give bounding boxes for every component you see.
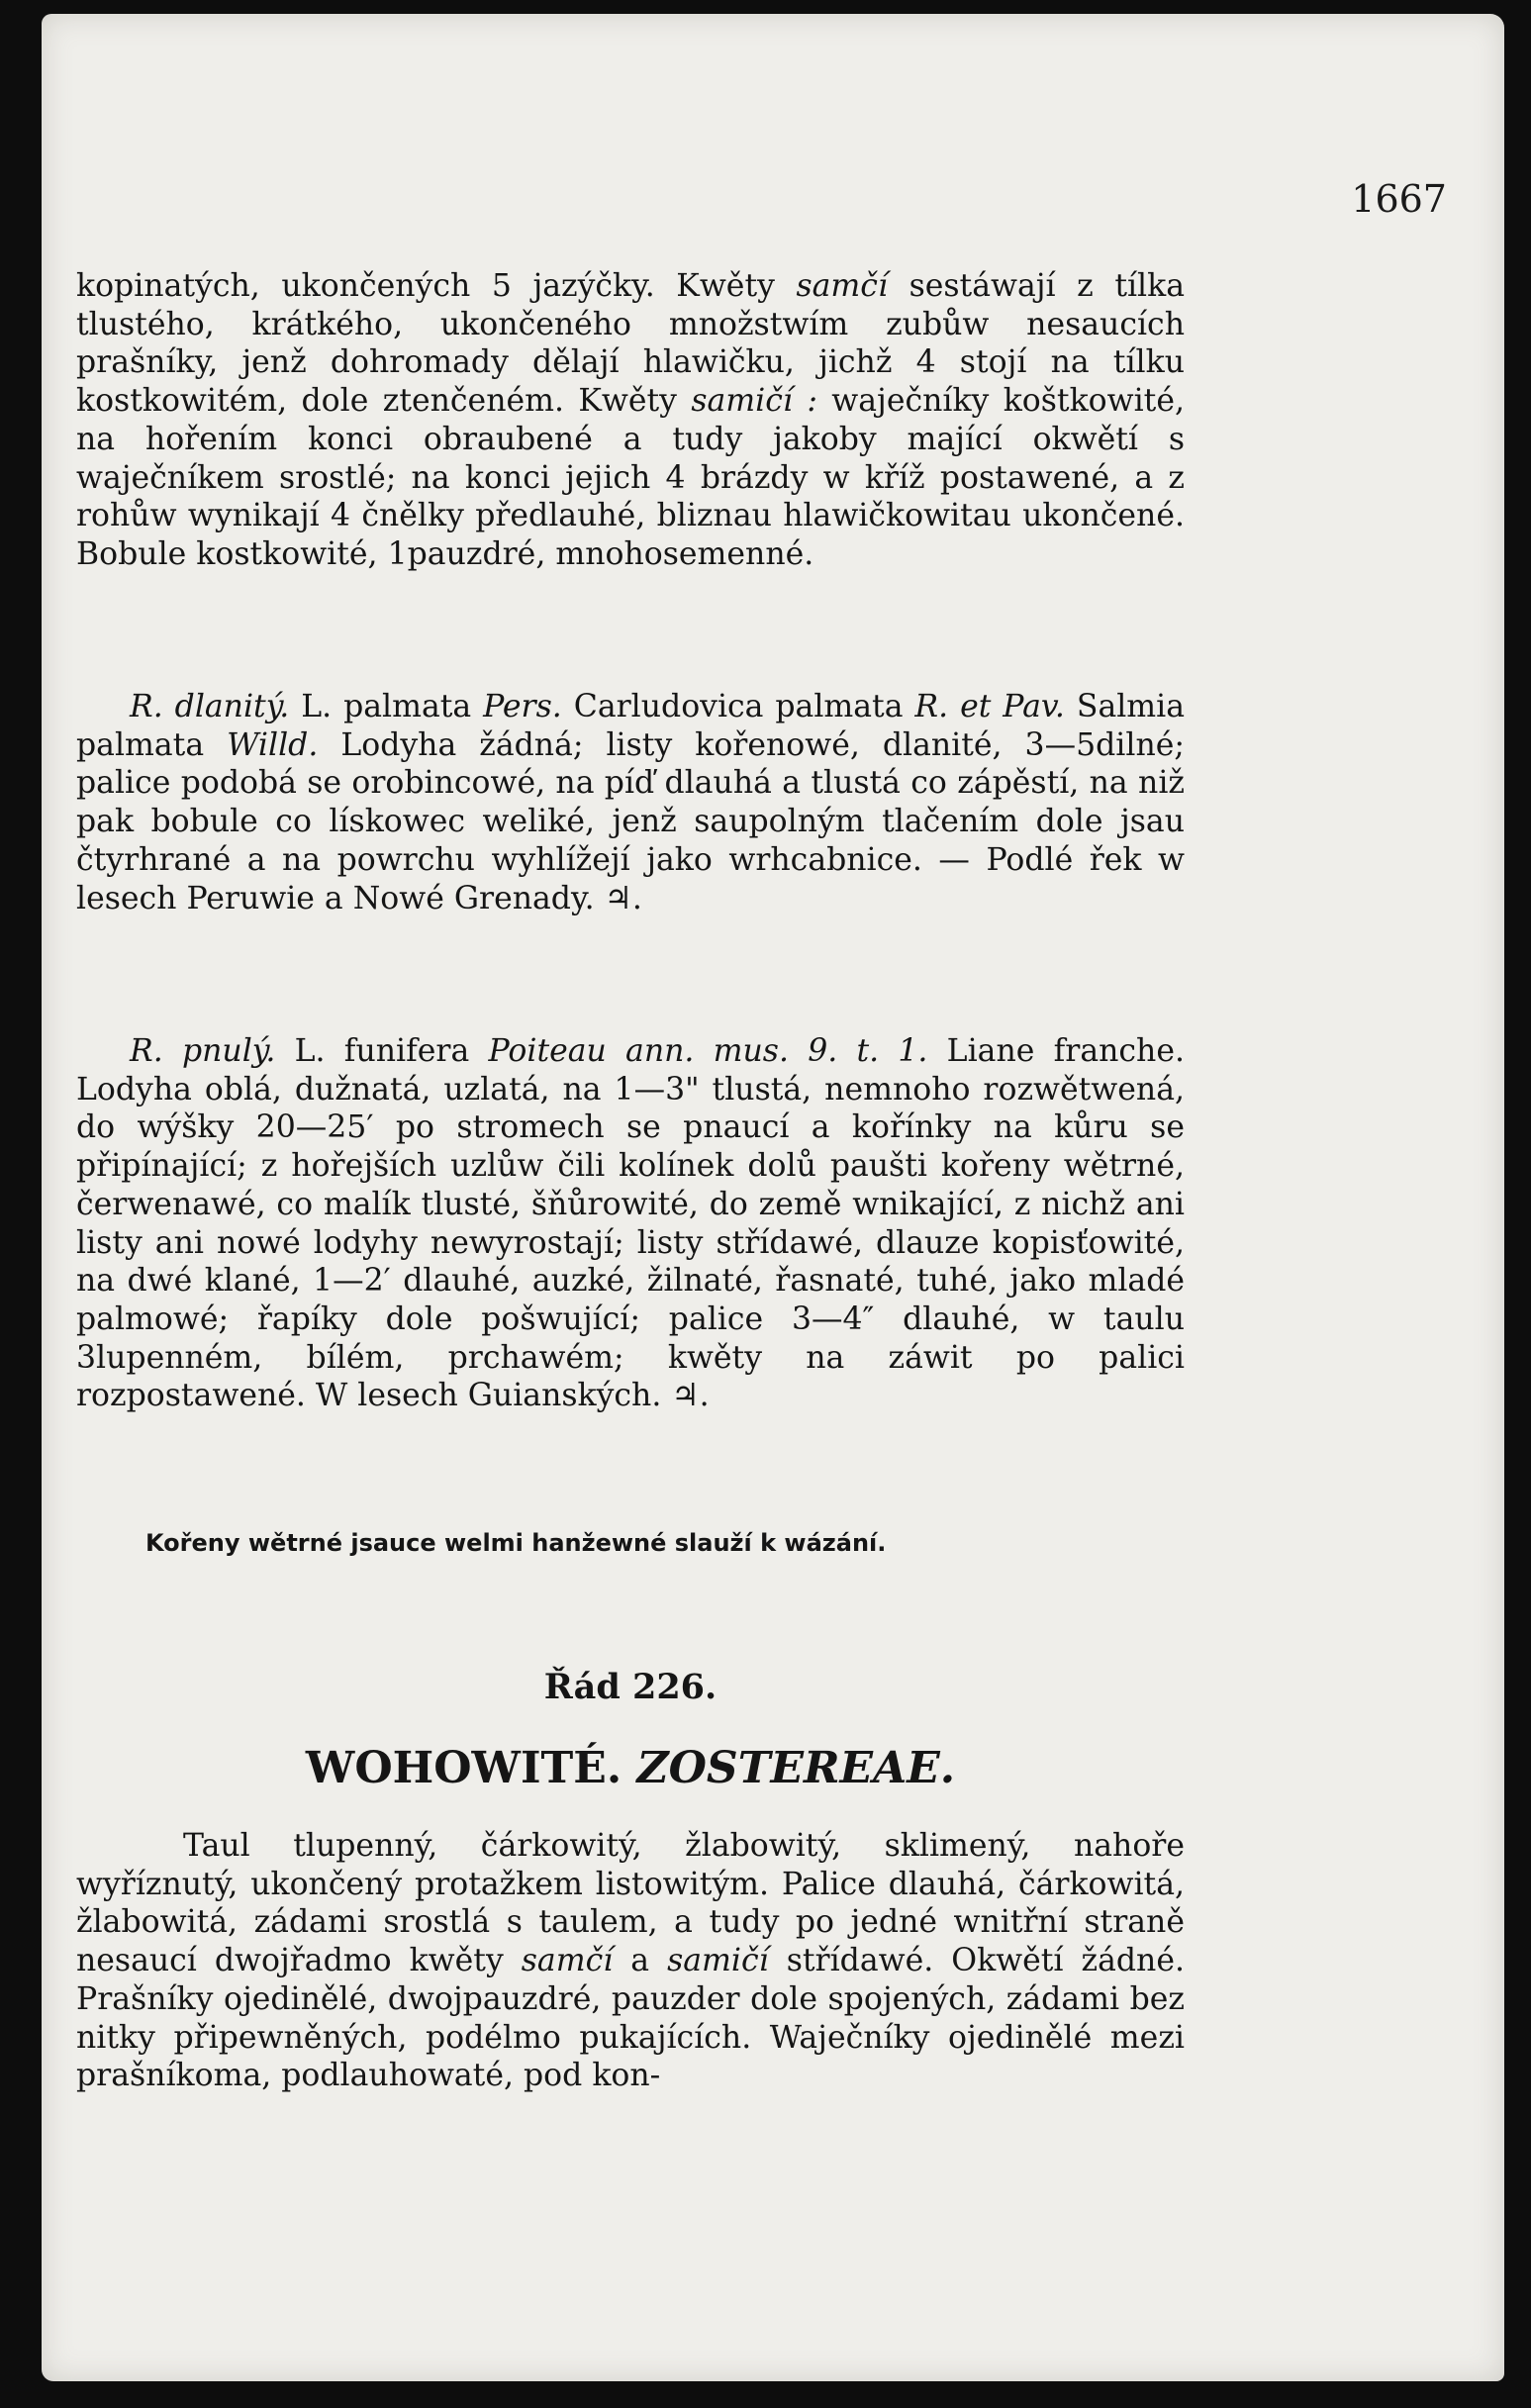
family-latin-name: ZOSTEREAE. [636,1743,956,1793]
entry2-author-1: Pers. [483,689,562,724]
entry4-samici: samičí [667,1943,769,1979]
entry4-text-1: Taul tlupenný, čárkowitý, žlabowitý, sklimený, nahoře wyříznutý, ukončený protažkem listowitým. Palice dlauhá, čárkowitá, žlabowitá, zádami srostlá s taulem, a tudy po jedné wnitřní straně nesaucí dwojřadmo kwěty [76,1828,1185,1979]
entry2-text-4: Lodyha žádná; listy kořenowé, dlanité, 3—5dilné; palice podobá se orobincowé, na píď dlauhá a tlustá co zápěstí, na niž pak bobule co lískowec weliké, jenž saupolným tlačením dole jsau čtyrhrané a na powrchu wyhlížejí jako wrhcabnice. — Podlé řek w lesech Peruwie a Nowé Grenady. ♃. [76,726,1185,916]
family-description [76,1827,1185,2095]
footnote-roots: Kořeny wětrné jsauce welmi hanžewné slauží k wázání. [145,1529,887,1557]
family-heading [76,1743,1185,1794]
page-number: 1667 [1351,177,1447,221]
entry1-samci: samčí [796,268,889,304]
entry4-text-2: a [613,1943,668,1979]
entry4-text-3: střídawé. Okwětí žádné. Prašníky ojedinělé, dwojpauzdré, pauzder dole spojených, zádami bez nitky připewněných, podélmo pukajících. Waječníky ojedinělé mezi prašníkoma, podlauhowaté, pod kon- [76,1943,1186,2094]
entry1-text-2: sestáwají z tílka tlustého, krátkého, ukončeného množstwím zubůw nesaucích prašníky, jenž dohromady dělají hlawičku, jichž 4 stojí na tílku kostkowitém, dole ztenčeném. Kwěty [76,268,1186,420]
entry3-text-1: L. funifera [275,1033,489,1069]
entry2-text-2: Carludovica palmata [561,689,915,724]
genus-description-continued [76,267,1185,574]
entry2-text-1: L. palmata [289,689,484,724]
family-czech-name: WOHOWITÉ. [305,1743,622,1793]
order-heading: Řád 226. [543,1667,718,1707]
entry1-text-1: kopinatých, ukončených 5 jazýčky. Kwěty [76,268,797,304]
entry1-samici: samičí : [691,383,817,420]
entry2-author-3: Willd. [227,726,319,763]
entry2-author-2: R. et Pav. [914,689,1065,724]
entry3-text-2: Liane franche. Lodyha oblá, dužnatá, uzlatá, na 1—3" tlustá, nemnoho rozwětwená, do wýšky 20—25′ po stromech se pnaucí a kořínky na kůru se připínající; z hořejších uzlůw čili kolínek dolů paušti kořeny wětrné, čerwenawé, co malík tlusté, šňůrowité, do země wnikající, z nichž ani listy ani nowé lodyhy newyrostají; listy střídawé, dlauze kopisťowité, na dwé klané, 1—2′ dlauhé, auzké, žilnaté, řasnaté, tuhé, jako mladé palmowé; řapíky dole pošwující; palice 3—4″ dlauhé, w taulu 3lupenném, bílém, prchawém; kwěty na záwit po palici rozpostawené. W lesech Guianských. ♃. [76,1033,1185,1414]
entry1-text-3: waječníky koštkowité, na hořením konci obraubené a tudy jakoby mající okwětí s waječníkem srostlé; na konci jejich 4 brázdy w kříž postawené, a z rohůw wynikají 4 čnělky předlauhé, bliznau hlawičkowitau ukončené. Bobule kostkowité, 1pauzdré, mnohosemenné. [76,383,1185,572]
book-page [42,14,1504,2381]
species-entry-funifera [76,1032,1185,1415]
species-name-dlanity: R. dlanitý. [130,689,290,724]
entry4-samci: samčí [521,1943,614,1979]
entry3-reference: Poiteau ann. mus. 9. t. 1. [488,1033,928,1069]
entry2-text-3: Salmia palmata [76,689,1186,763]
species-name-pnuly: R. pnulý. [130,1033,276,1069]
species-entry-palmata [76,688,1185,917]
